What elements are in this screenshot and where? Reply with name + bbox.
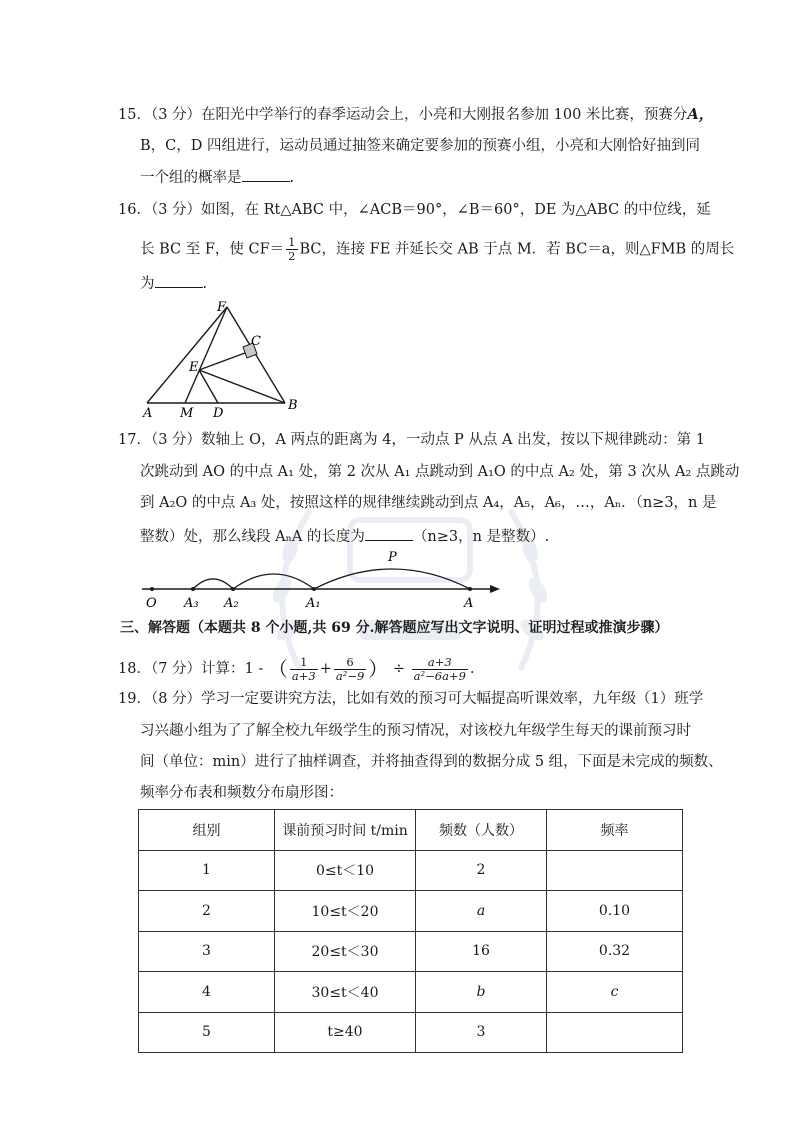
header-frequency: 频率 [547, 810, 683, 851]
q18-line: 18．（7 分）计算：1 - （ $\frac{1}{a+3}$ + $\frac{6}{\text{a²−9}}$ ） ÷ $\frac{a+3}{\text{a²−6a+9}}$ . [118, 654, 475, 683]
q17-line4: 整数）处，那么线段 AₙA 的长度为 （n≥3，n 是整数）. [140, 525, 549, 547]
answer-blank [242, 166, 290, 182]
q19-line2: 习兴趣小组为了了解全校九年级学生的预习情况，对该校九年级学生每天的课前预习时 [140, 723, 691, 739]
answer-blank [365, 525, 413, 541]
q19-line1: 19．（8 分）学习一定要讲究方法，比如有效的预习可大幅提高听课效率，九年级（1）班学 [118, 691, 704, 707]
number-line-figure [138, 545, 508, 615]
table-row: 5 t≥40 3 [139, 1012, 683, 1053]
table-row: 4 30≤t＜40 b c [139, 972, 683, 1013]
q16-line1: 16．（3 分）如图，在 Rt△ABC 中，∠ACB＝90°，∠B＝60°，DE 为△ABC 的中位线，延 [118, 202, 711, 218]
q17-line2: 次跳动到 AO 的中点 A₁ 处，第 2 次从 A₁ 点跳动到 A₁O 的中点 A₂ 处，第 3 次从 A₂ 点跳动 [140, 464, 740, 480]
fraction-2: $\frac{6}{\text{a²−9}}$ [335, 654, 365, 683]
label-A3: A₃ [184, 596, 199, 611]
label-A1: A₁ [306, 596, 321, 611]
label-B: B [288, 398, 298, 413]
label-O: O [146, 596, 157, 611]
q17-line3: 到 A₂O 的中点 A₃ 处，按照这样的规律继续跳动到点 A₄，A₅，A₆，…，Aₙ．（n≥3，n 是 [140, 495, 717, 511]
table-row: 3 20≤t＜30 16 0.32 [139, 931, 683, 972]
header-group: 组别 [139, 810, 275, 851]
label-M: M [180, 406, 194, 420]
header-count: 频数（人数） [416, 810, 547, 851]
answer-blank [155, 272, 203, 288]
label-A: A [143, 406, 153, 420]
header-time: 课前预习时间 t/min [275, 810, 416, 851]
q19-line3: 间（单位：min）进行了抽样调查，并将抽查得到的数据分成 5 组，下面是未完成的频数、 [140, 754, 723, 770]
frequency-table [138, 809, 683, 1053]
q15-line3: 一个组的概率是 . [140, 166, 294, 188]
fraction-half: $\frac{1}{2}$ [288, 235, 296, 263]
table-row: 1 0≤t＜10 2 [139, 850, 683, 891]
label-A: A [464, 596, 474, 611]
fraction-1: $\frac{1}{a+3}$ [291, 654, 316, 683]
fraction-3: $\frac{a+3}{\text{a²−6a+9}}$ [413, 654, 466, 683]
label-D: D [213, 406, 224, 420]
label-C: C [251, 334, 261, 349]
arrow-right-icon [490, 585, 500, 593]
q16-line3: 为 . [140, 272, 207, 294]
q19-line4: 频率分布表和频数分布扇形图： [140, 785, 343, 801]
q15-line1: 15．（3 分）在阳光中学举行的春季运动会上，小亮和大刚报名参加 100 米比赛，预赛分A， [118, 106, 714, 123]
q15-line2: B，C，D 四组进行，运动员通过抽签来确定要参加的预赛小组，小亮和大刚恰好抽到同 [140, 138, 700, 154]
table-header-row [139, 810, 683, 851]
label-F: F [217, 300, 227, 315]
section-3-header: 三、解答题（本题共 8 个小题,共 69 分.解答题应写出文字说明、证明过程或推演步骤） [120, 620, 669, 636]
label-P: P [388, 550, 397, 565]
table-row: 2 10≤t＜20 a 0.10 [139, 891, 683, 932]
label-E: E [189, 360, 199, 375]
q17-line1: 17．（3 分）数轴上 O，A 两点的距离为 4，一动点 P 从点 A 出发，按以下规律跳动：第 1 [118, 432, 705, 448]
label-A2: A₂ [224, 596, 239, 611]
q16-line2: 长 BC 至 F，使 CF＝ $\frac{1}{2}$ BC，连接 FE 并延长交 AB 于点 M．若 BC＝a，则△FMB 的周长 [140, 235, 735, 263]
triangle-figure [135, 295, 305, 420]
